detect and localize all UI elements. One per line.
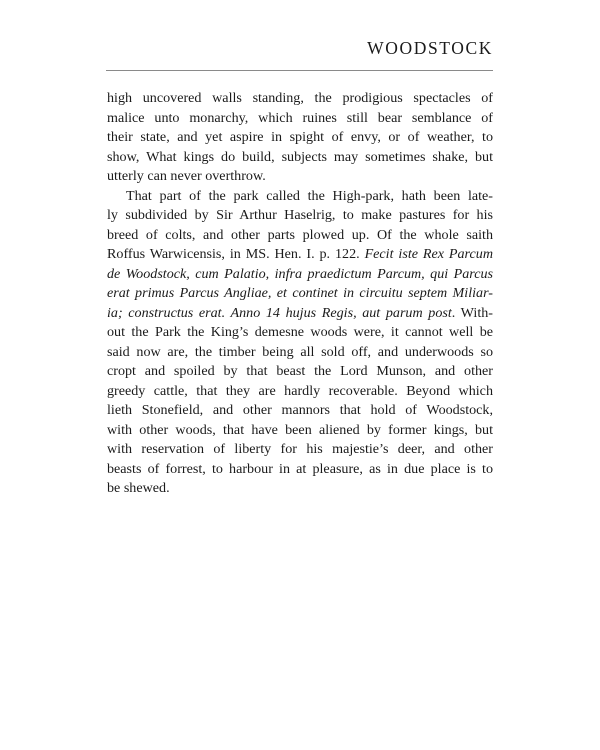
text-line [107,128,493,148]
text-run: That part of the park called the High-park, hath been late- [126,187,493,204]
text-run: cropt and spoiled by that beast the Lord Munson, and other [107,363,493,379]
text-run: utterly can never overthrow. [107,168,266,184]
text-run: greedy cattle, that they are hardly recoverable. Beyond which [107,382,493,399]
text-line [107,304,493,324]
text-line [107,401,493,421]
text-run: be shewed. [107,480,170,496]
text-line [107,245,493,265]
text-run: breed of colts, and other parts plowed up. Of the whole saith [107,226,493,243]
italic-text-run: Fecit iste Rex Parcum [364,246,494,262]
running-head-title: WOODSTOCK [367,38,493,58]
text-run: malice unto monarchy, which ruines still bear semblance of [107,109,493,126]
text-run: high uncovered walls standing, the prodigious spectacles of [107,90,493,106]
text-line [107,206,493,226]
text-line [107,187,493,207]
text-run: with other woods, that have been aliened by former kings, but [107,421,493,438]
body-text [107,89,493,499]
text-line [107,421,493,441]
text-line [107,362,493,382]
text-run: beasts of forrest, to harbour in at pleasure, as in due place is to [107,460,493,477]
paragraph-2 [107,187,493,499]
text-line [107,167,493,187]
text-run: Roffus Warwicensis, in MS. Hen. I. p. 122. [107,246,365,262]
text-run: lieth Stonefield, and other mannors that hold of Woodstock, [107,402,493,418]
text-line [107,382,493,402]
text-line [107,89,493,109]
text-line [107,148,493,168]
text-run: ly subdivided by Sir Arthur Haselrig, to make pastures for his [107,207,493,223]
text-line [107,479,493,499]
text-line [107,284,493,304]
text-run: their state, and yet aspire in spight of envy, or of weather, to [107,129,493,145]
paragraph-1 [107,89,493,187]
text-run: out the Park the King’s demesne woods were, it cannot well be [107,324,493,340]
text-run: show, What kings do build, subjects may sometimes shake, but [107,148,493,165]
text-run: said now are, the timber being all sold off, and underwoods so [107,343,493,360]
text-line [107,265,493,285]
text-line [107,226,493,246]
italic-text-run: de Woodstock, cum Palatio, infra praedictum Parcum, qui Parcus [107,265,493,282]
text-line [107,109,493,129]
text-run: . With- [451,304,493,321]
text-run: with reservation of liberty for his majestie’s deer, and other [107,441,493,457]
text-line [107,440,493,460]
header-rule [106,70,493,71]
text-line [107,343,493,363]
text-line [107,460,493,480]
text-line [107,323,493,343]
italic-text-run: ia; constructus erat. Anno 14 hujus Regis, aut parum post [107,304,452,321]
italic-text-run: erat primus Parcus Angliae, et continet in circuitu septem Miliar- [107,285,493,301]
